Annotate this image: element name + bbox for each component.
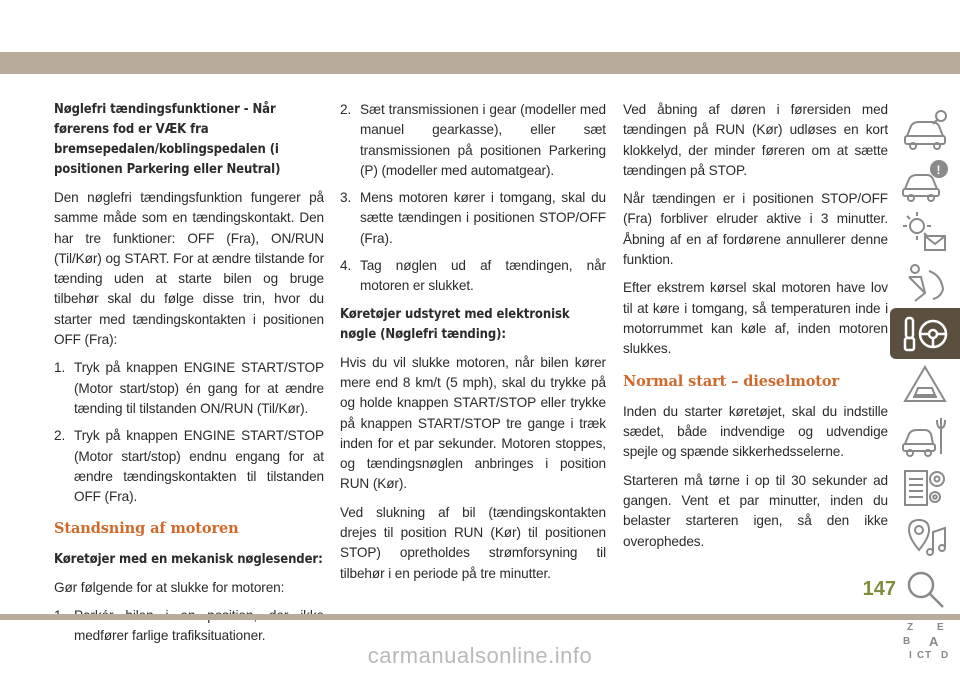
electronic-key-paragraph-1: Hvis du vil slukke motoren, når bilen kører mere end 8 km/t (5 mph), skal du trykke på og holde knappen START/STOP eller trykke på knappen START/STOP tre gange i træk inden for et par sekunder. Motoren stoppes, og tændingsnøglen anbringes i position RUN (Kør). — [340, 354, 606, 492]
key-steering-wheel-icon — [901, 312, 949, 356]
tab-emergency[interactable] — [890, 359, 960, 410]
index-letter-c: C — [917, 649, 925, 661]
list-item: 2. Tryk på knappen ENGINE START/STOP (Motor start/stop) endnu engang for at ændre tændingskontakten til tilstanden OFF (Fra). — [54, 428, 324, 505]
tab-vehicle-overview[interactable] — [890, 104, 960, 155]
index-letter-a: A — [929, 633, 939, 649]
tab-starting-operating[interactable] — [890, 308, 960, 359]
keyless-ignition-paragraph: Den nøglefri tændingsfunktion fungerer på samme måde som en tændingskontakt. Den har tre funktioner: OFF (Fra), ON/RUN (Til/Kør) og START. For at ændre tilstande for tænding uden at starte bilen og bruge tilbehør skal du følge disse trin, hvor du starter med tændingskontakten i positionen OFF (Fra): — [54, 190, 324, 348]
seatbelt-airbag-icon — [901, 261, 949, 305]
door-chime-paragraph: Ved åbning af døren i førersiden med tændingen på RUN (Kør) udløses en kort klokkelyd, der minder føreren om at sætte tændingen på STOP. — [623, 102, 888, 178]
tab-technical-specs[interactable] — [890, 461, 960, 512]
list-item: medfører farlige trafiksituationer. — [74, 628, 266, 644]
mechanical-key-heading: Køretøjer med en mekanisk nøglesender: — [54, 551, 323, 567]
keyless-ignition-heading: Nøglefri tændingsfunktioner - Når førerens fod er VÆK fra bremsepedalen/koblingspedalen (i positionen Parkering eller Neutral) — [54, 102, 281, 177]
tab-search[interactable] — [890, 563, 960, 614]
engine-cooldown-paragraph: Efter ekstrem kørsel skal motoren have lov til at køre i tomgang, så temperaturen inde i motorrummet kan køle af, inden motoren slukkes. — [623, 280, 888, 357]
diesel-start-paragraph-2: Starteren må tørne i op til 30 sekunder ad gangen. Vent et par minutter, inden du belaster starteren igen, så den ikke overophedes. — [623, 472, 888, 549]
ignition-steps-list — [54, 358, 324, 507]
car-magnifier-icon — [901, 108, 949, 152]
car-wrench-icon — [901, 414, 949, 458]
index-letter-b: B — [903, 635, 911, 647]
engine-stop-steps-list — [54, 606, 324, 647]
index-letter-d: D — [941, 649, 949, 661]
light-envelope-icon — [901, 210, 949, 254]
section-title-diesel-start: Normal start – dieselmotor — [623, 372, 839, 390]
tab-car-alerts[interactable] — [890, 155, 960, 206]
tab-lights-messages[interactable] — [890, 206, 960, 257]
column-3 — [623, 100, 888, 560]
tab-servicing[interactable] — [890, 410, 960, 461]
power-windows-paragraph: Når tændingen er i positionen STOP/OFF (Fra) forbliver elruder aktive i 3 minutter. Åbning af en af fordørene annullerer denne funktion. — [623, 191, 888, 268]
svg-text:!: ! — [936, 162, 941, 177]
chapter-tabs — [890, 104, 960, 665]
index-letter-t: T — [925, 649, 932, 661]
diesel-start-paragraph-1: Inden du starter køretøjet, skal du indstille sædet, både indvendige og udvendige spejle og spænde sikkerhedsselerne. — [623, 403, 888, 460]
list-item: 1. Tryk på knappen ENGINE START/STOP (Motor start/stop) én gang for at ændre tænding til tilstanden ON/RUN (Til/Kør). — [54, 360, 324, 416]
tab-multimedia[interactable] — [890, 512, 960, 563]
list-item: 4. Tag nøglen ud af tændingen, når motoren er slukket. — [340, 258, 606, 294]
list-gears-icon — [901, 465, 949, 509]
index-letter-z: Z — [907, 621, 914, 633]
column-2 — [340, 100, 606, 592]
engine-stop-steps-continued — [340, 100, 606, 297]
music-note-location-icon — [901, 516, 949, 560]
index-letter-e: E — [937, 621, 944, 633]
electronic-key-paragraph-2: Ved slukning af bil (tændingskontakten drejes til position RUN (Kør) til positionen STOP) opretholdes strømforsyning til tilbehør i en periode på tre minutter. — [340, 504, 606, 581]
list-item: 2. Sæt transmissionen i gear (modeller med manuel gearkasse), eller sæt transmissionen på positionen Parkering (P) (modeller med automatgear). — [340, 102, 606, 178]
list-item: 3. Mens motoren kører i tomgang, skal du sætte tændingen i positionen STOP/OFF (Fra). — [340, 190, 606, 246]
index-letter-i: I — [909, 649, 912, 661]
electronic-key-heading: Køretøjer udstyret med elektronisk nøgle (Nøglefri tænding): — [340, 306, 570, 342]
header-band — [0, 52, 960, 74]
watermark: carmanualsonline.info — [367, 643, 593, 668]
warning-triangle-car-icon — [901, 363, 949, 407]
car-info-icon — [901, 159, 949, 203]
column-1 — [54, 100, 324, 655]
section-title-engine-stop: Standsning af motoren — [54, 520, 239, 538]
footer-band — [0, 614, 960, 620]
tab-safety[interactable] — [890, 257, 960, 308]
engine-stop-intro: Gør følgende for at slukke for motoren: — [54, 579, 285, 595]
page-number: 147 — [862, 578, 896, 600]
magnifier-icon — [901, 567, 949, 611]
